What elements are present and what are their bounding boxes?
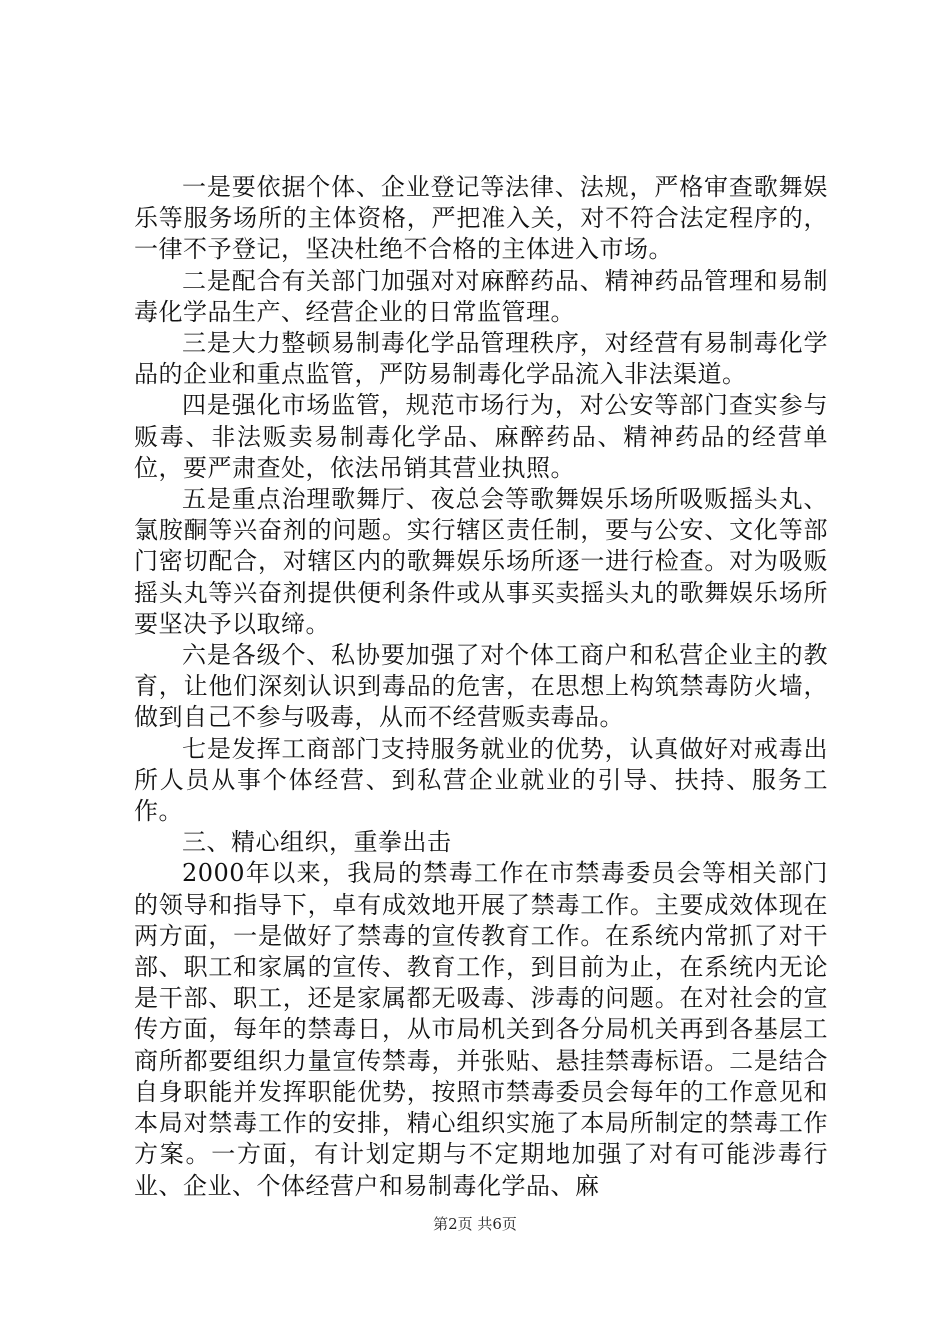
- paragraph-3: 三是大力整顿易制毒化学品管理秩序，对经营有易制毒化学品的企业和重点监管，严防易制毒化学品流入非法渠道。: [134, 329, 828, 389]
- paragraph-4: 四是强化市场监管，规范市场行为，对公安等部门查实参与贩毒、非法贩卖易制毒化学品、麻醉药品、精神药品的经营单位，要严肃查处，依法吊销其营业执照。: [134, 391, 828, 482]
- paragraph-1: 一是要依据个体、企业登记等法律、法规，严格审查歌舞娱乐等服务场所的主体资格，严把准入关，对不符合法定程序的，一律不予登记，坚决杜绝不合格的主体进入市场。: [134, 173, 828, 264]
- document-body: [134, 172, 828, 1202]
- paragraph-7: 七是发挥工商部门支持服务就业的优势，认真做好对戒毒出所人员从事个体经营、到私营企业就业的引导、扶持、服务工作。: [134, 734, 828, 826]
- paragraph-6: 六是各级个、私协要加强了对个体工商户和私营企业主的教育，让他们深刻认识到毒品的危害，在思想上构筑禁毒防火墙，做到自己不参与吸毒，从而不经营贩卖毒品。: [134, 641, 828, 732]
- paragraph-2: 二是配合有关部门加强对对麻醉药品、精神药品管理和易制毒化学品生产、经营企业的日常监管理。: [134, 266, 828, 326]
- paragraph-9: 2000年以来，我局的禁毒工作在市禁毒委员会等相关部门的领导和指导下，卓有成效地开展了禁毒工作。主要成效体现在两方面，一是做好了禁毒的宣传教育工作。在系统内常抓了对干部、职工和家属的宣传、教育工作，到目前为止，在系统内无论是干部、职工，还是家属都无吸毒、涉毒的问题。在对社会的宣传方面，每年的禁毒日，从市局机关到各分局机关再到各基层工商所都要组织力量宣传禁毒，并张贴、悬挂禁毒标语。二是结合自身职能并发挥职能优势，按照市禁毒委员会每年的工作意见和本局对禁毒工作的安排，精心组织实施了本局所制定的禁毒工作方案。一方面，有计划定期与不定期地加强了对有可能涉毒行业、企业、个体经营户和易制毒化学品、麻: [134, 859, 828, 1200]
- section-heading: 三、精心组织，重拳出击: [182, 828, 452, 857]
- page-footer: 第2页 共6页: [433, 1215, 517, 1233]
- paragraph-5: 五是重点治理歌舞厅、夜总会等歌舞娱乐场所吸贩摇头丸、氯胺酮等兴奋剂的问题。实行辖区责任制，要与公安、文化等部门密切配合，对辖区内的歌舞娱乐场所逐一进行检查。对为吸贩摇头丸等兴奋剂提供便利条件或从事买卖摇头丸的歌舞娱乐场所要坚决予以取缔。: [134, 485, 828, 638]
